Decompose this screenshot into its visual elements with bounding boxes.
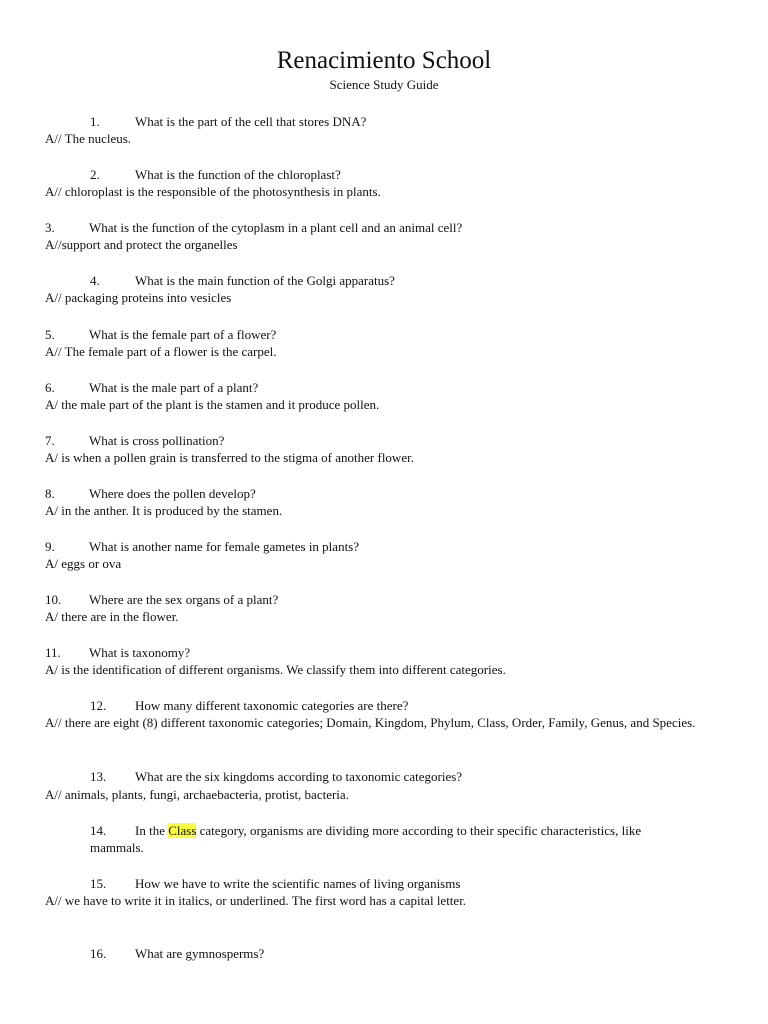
- question-number: 1.: [90, 114, 100, 129]
- question-number: 8.: [45, 486, 55, 501]
- question-number: 3.: [45, 220, 55, 235]
- question-text: What is the female part of a flower?: [89, 327, 277, 342]
- answer-15: A// we have to write it in italics, or underlined. The first word has a capital letter.: [45, 893, 467, 908]
- question-text: What are gymnosperms?: [135, 946, 265, 961]
- answer-10: A/ there are in the flower.: [45, 609, 179, 624]
- question-number: 11.: [45, 645, 61, 660]
- question-text: What is the main function of the Golgi apparatus?: [135, 273, 395, 288]
- highlighted-term: Class: [168, 823, 197, 838]
- question-text-after: category, organisms are dividing more according to their specific characteristics, like: [196, 823, 642, 838]
- answer-2: A// chloroplast is the responsible of the photosynthesis in plants.: [45, 184, 381, 199]
- answer-5: A// The female part of a flower is the carpel.: [45, 344, 277, 359]
- question-text: Where does the pollen develop?: [89, 486, 256, 501]
- question-text: What are the six kingdoms according to taxonomic categories?: [135, 769, 463, 784]
- question-number: 16.: [90, 946, 107, 961]
- question-number: 7.: [45, 433, 55, 448]
- question-text-before: In the: [135, 823, 169, 838]
- question-text: What is taxonomy?: [89, 645, 191, 660]
- question-number: 14.: [90, 823, 107, 838]
- question-number: 12.: [90, 698, 107, 713]
- question-text: Where are the sex organs of a plant?: [89, 592, 279, 607]
- question-text: How many different taxonomic categories are there?: [135, 698, 409, 713]
- question-number: 6.: [45, 380, 55, 395]
- question-number: 4.: [90, 273, 100, 288]
- question-text: What is another name for female gametes in plants?: [89, 539, 360, 554]
- question-text: [135, 822, 641, 839]
- answer-12: A// there are eight (8) different taxonomic categories; Domain, Kingdom, Phylum, Class, Order, Family, Genus, and Species.: [45, 715, 696, 730]
- question-number: 9.: [45, 539, 55, 554]
- question-number: 15.: [90, 876, 107, 891]
- answer-13: A// animals, plants, fungi, archaebacteria, protist, bacteria.: [45, 787, 349, 802]
- answer-4: A// packaging proteins into vesicles: [45, 290, 232, 305]
- school-title: Renacimiento School: [276, 47, 492, 74]
- answer-6: A/ the male part of the plant is the stamen and it produce pollen.: [45, 397, 380, 412]
- question-text: What is the function of the cytoplasm in a plant cell and an animal cell?: [89, 220, 463, 235]
- question-number: 13.: [90, 769, 107, 784]
- answer-7: A/ is when a pollen grain is transferred to the stigma of another flower.: [45, 450, 414, 465]
- document-subtitle: Science Study Guide: [329, 77, 439, 92]
- answer-3: A//support and protect the organelles: [45, 237, 238, 252]
- answer-9: A/ eggs or ova: [45, 556, 122, 571]
- question-text: What is cross pollination?: [89, 433, 225, 448]
- answer-11: A/ is the identification of different organisms. We classify them into different categories.: [45, 662, 506, 677]
- question-14-continuation: mammals.: [90, 840, 144, 855]
- question-number: 5.: [45, 327, 55, 342]
- question-text: What is the male part of a plant?: [89, 380, 259, 395]
- question-number: 2.: [90, 167, 100, 182]
- answer-8: A/ in the anther. It is produced by the stamen.: [45, 503, 283, 518]
- question-text: What is the part of the cell that stores DNA?: [135, 114, 367, 129]
- question-number: 10.: [45, 592, 62, 607]
- question-text: How we have to write the scientific names of living organisms: [135, 876, 461, 891]
- answer-1: A// The nucleus.: [45, 131, 132, 146]
- question-text: What is the function of the chloroplast?: [135, 167, 341, 182]
